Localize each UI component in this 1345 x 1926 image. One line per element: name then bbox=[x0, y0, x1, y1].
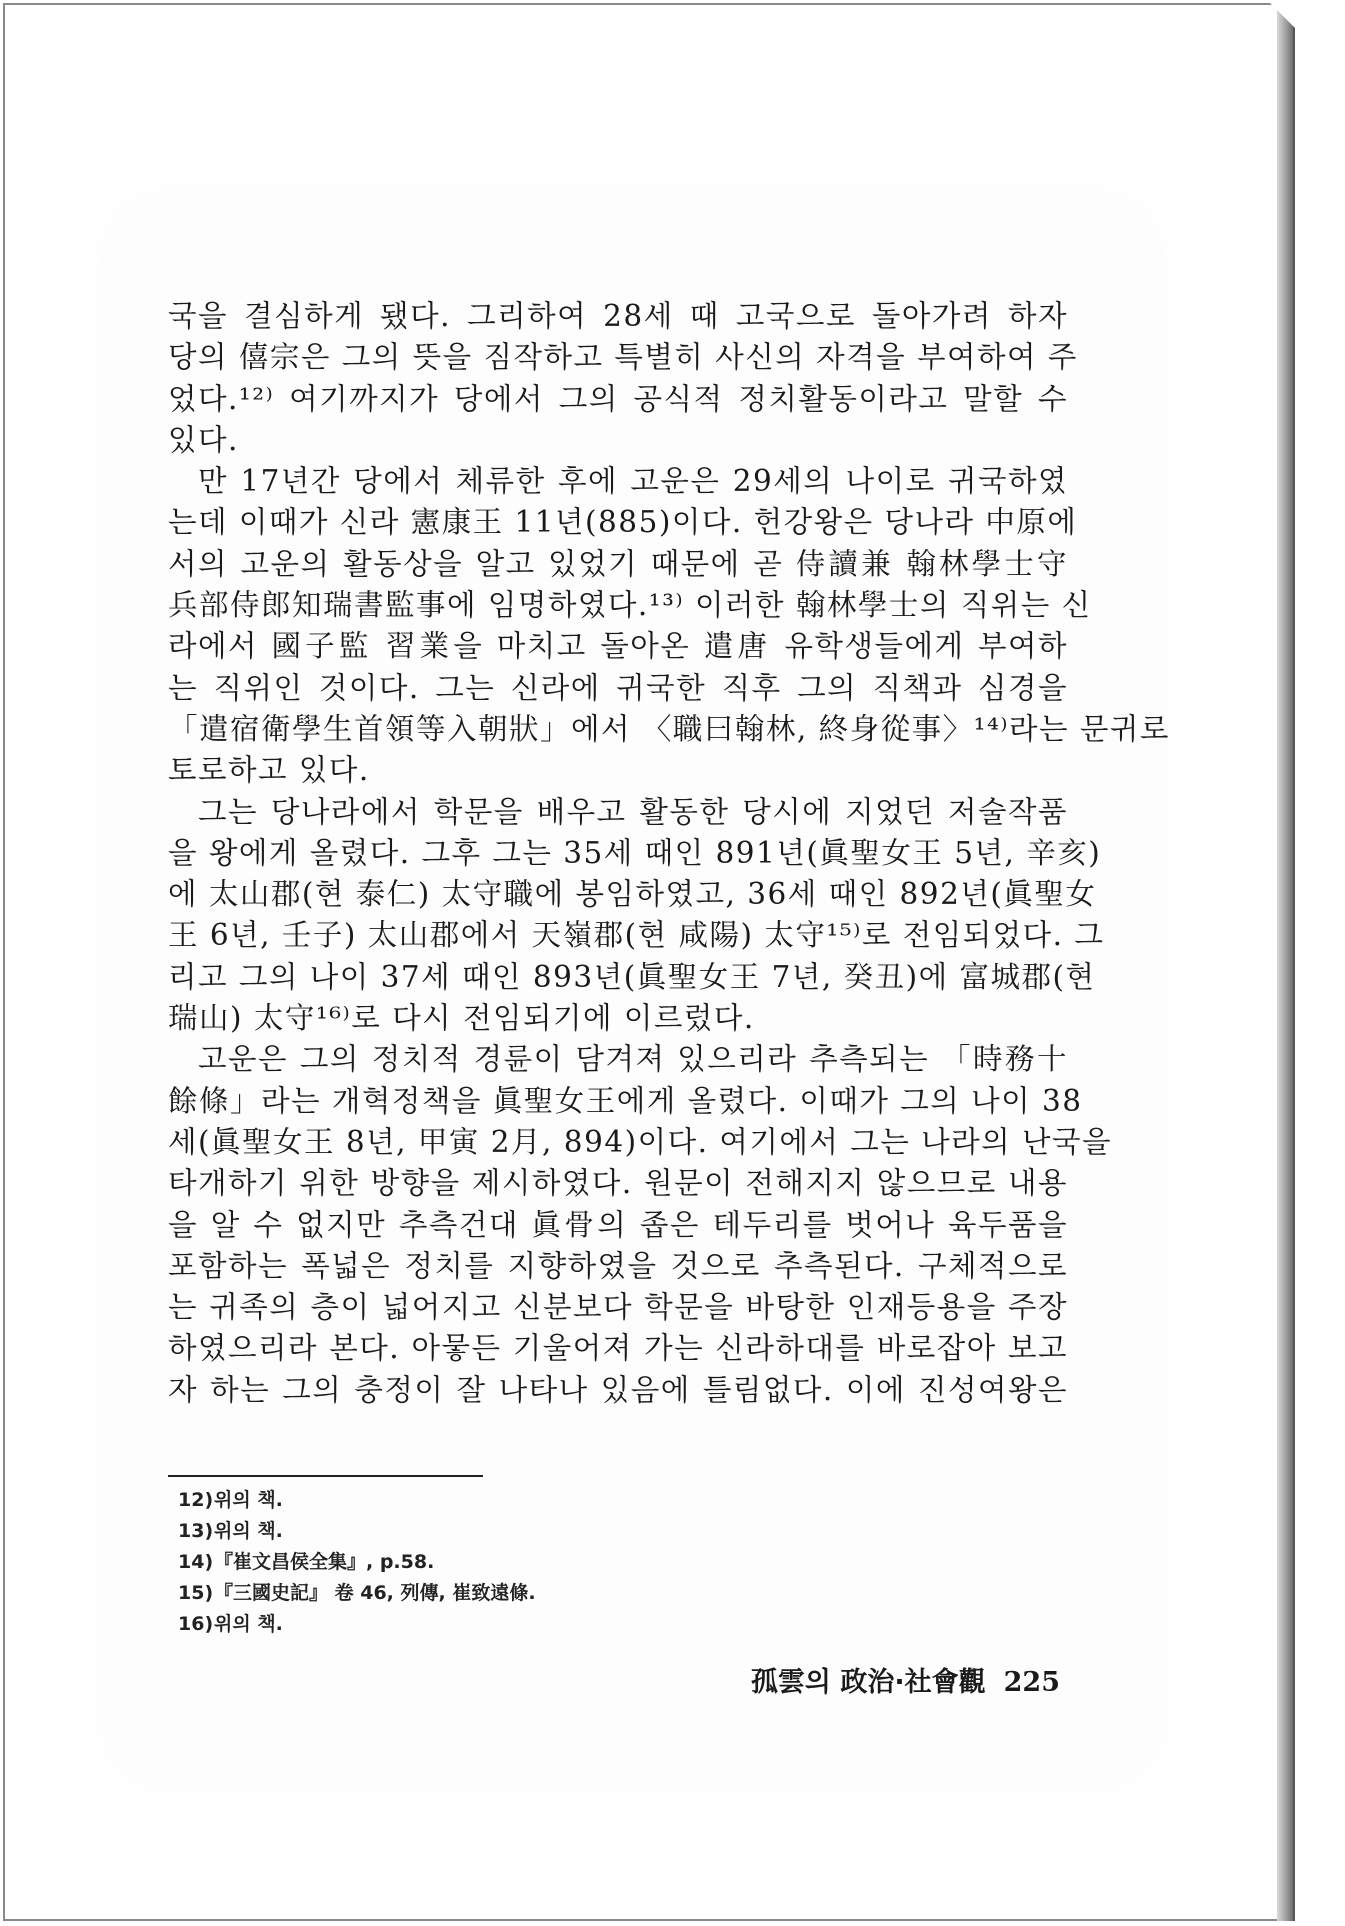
footnote-number: 12) bbox=[178, 1489, 214, 1511]
paragraph-first-line: 고운은 그의 정치적 경륜이 담겨져 있으리라 추측되는 「時務十 bbox=[198, 1042, 1068, 1077]
running-footer bbox=[700, 1660, 1060, 1699]
footnote-item bbox=[178, 1578, 878, 1609]
footnote-item bbox=[178, 1516, 878, 1547]
text-line: 兵部侍郎知瑞書監事에 임명하였다.¹³⁾ 이러한 翰林學士의 직위는 신 bbox=[168, 588, 1092, 623]
text-line: 「遣宿衛學生首領等入朝狀」에서 〈職曰翰林, 終身從事〉¹⁴⁾라는 문귀로 bbox=[168, 711, 1170, 746]
text-line: 하였으리라 본다. 아뭏든 기울어져 가는 신라하대를 바로잡아 보고 bbox=[168, 1331, 1068, 1366]
footnote-text: 위의 책. bbox=[214, 1613, 283, 1635]
text-line: 는데 이때가 신라 憲康王 11년(885)이다. 헌강왕은 당나라 中原에 bbox=[168, 505, 1078, 540]
footnote-text: 위의 책. bbox=[214, 1489, 283, 1511]
footnote-item bbox=[178, 1547, 878, 1578]
text-line: 포함하는 폭넓은 정치를 지향하였을 것으로 추측된다. 구체적으로 bbox=[168, 1248, 1068, 1283]
footnote-text: 『三國史記』 卷 46, 列傳, 崔致遠條. bbox=[214, 1582, 536, 1604]
text-line: 瑞山) 太守¹⁶⁾로 다시 전임되기에 이르렀다. bbox=[168, 1001, 755, 1036]
text-line: 자 하는 그의 충정이 잘 나타나 있음에 틀림없다. 이에 진성여왕은 bbox=[168, 1372, 1068, 1407]
text-line: 을 알 수 없지만 추측건대 眞骨의 좁은 테두리를 벗어나 육두품을 bbox=[168, 1207, 1068, 1242]
page-curl-edge bbox=[1277, 3, 1295, 1921]
footnote-text: 위의 책. bbox=[214, 1520, 283, 1542]
text-line: 었다.¹²⁾ 여기까지가 당에서 그의 공식적 정치활동이라고 말할 수 bbox=[168, 381, 1068, 416]
footnote-number: 16) bbox=[178, 1613, 214, 1635]
text-line: 서의 고운의 활동상을 알고 있었기 때문에 곧 侍讀兼 翰林學士守 bbox=[168, 546, 1068, 581]
text-line: 당의 僖宗은 그의 뜻을 짐작하고 특별히 사신의 자격을 부여하여 주 bbox=[168, 340, 1078, 375]
footnote-item bbox=[178, 1609, 878, 1640]
footnote-item bbox=[178, 1485, 878, 1516]
text-line: 는 직위인 것이다. 그는 신라에 귀국한 직후 그의 직책과 심경을 bbox=[168, 670, 1068, 705]
text-line: 王 6년, 壬子) 太山郡에서 天嶺郡(현 咸陽) 太守¹⁵⁾로 전임되었다. 그 bbox=[168, 918, 1105, 953]
running-title: 孤雲의 政治·社會觀 bbox=[750, 1667, 986, 1698]
footnote-number: 13) bbox=[178, 1520, 214, 1542]
text-line: 있다. bbox=[168, 422, 239, 457]
text-line: 餘條」라는 개혁정책을 眞聖女王에게 올렸다. 이때가 그의 나이 38 bbox=[168, 1083, 1083, 1118]
body-text bbox=[168, 296, 1170, 1411]
text-line: 을 왕에게 올렸다. 그후 그는 35세 때인 891년(眞聖女王 5년, 辛亥) bbox=[168, 835, 1102, 870]
text-line: 세(眞聖女王 8년, 甲寅 2月, 894)이다. 여기에서 그는 나라의 난국을 bbox=[168, 1124, 1112, 1159]
text-line: 토로하고 있다. bbox=[168, 753, 370, 788]
footnote-number: 15) bbox=[178, 1582, 214, 1604]
text-line: 국을 결심하게 됐다. 그리하여 28세 때 고국으로 돌아가려 하자 bbox=[168, 299, 1068, 333]
footnotes bbox=[178, 1485, 878, 1640]
page-number: 225 bbox=[1003, 1667, 1060, 1698]
footnote-number: 14) bbox=[178, 1551, 214, 1573]
text-line: 에 太山郡(현 泰仁) 太守職에 봉임하였고, 36세 때인 892년(眞聖女 bbox=[168, 877, 1097, 912]
text-line: 리고 그의 나이 37세 때인 893년(眞聖女王 7년, 癸丑)에 富城郡(현 bbox=[168, 959, 1096, 994]
text-line: 라에서 國子監 習業을 마치고 돌아온 遣唐 유학생들에게 부여하 bbox=[168, 629, 1068, 664]
page-corner-fold bbox=[1270, 3, 1295, 28]
text-line: 타개하기 위한 방향을 제시하였다. 원문이 전해지지 않으므로 내용 bbox=[168, 1166, 1068, 1201]
text-line: 는 귀족의 층이 넓어지고 신분보다 학문을 바탕한 인재등용을 주장 bbox=[168, 1290, 1068, 1325]
footnote-divider bbox=[168, 1475, 483, 1477]
paragraph-first-line: 만 17년간 당에서 체류한 후에 고운은 29세의 나이로 귀국하였 bbox=[198, 464, 1068, 499]
paragraph-first-line: 그는 당나라에서 학문을 배우고 활동한 당시에 지었던 저술작품 bbox=[198, 794, 1068, 829]
footnote-text: 『崔文昌侯全集』, p.58. bbox=[214, 1551, 435, 1573]
